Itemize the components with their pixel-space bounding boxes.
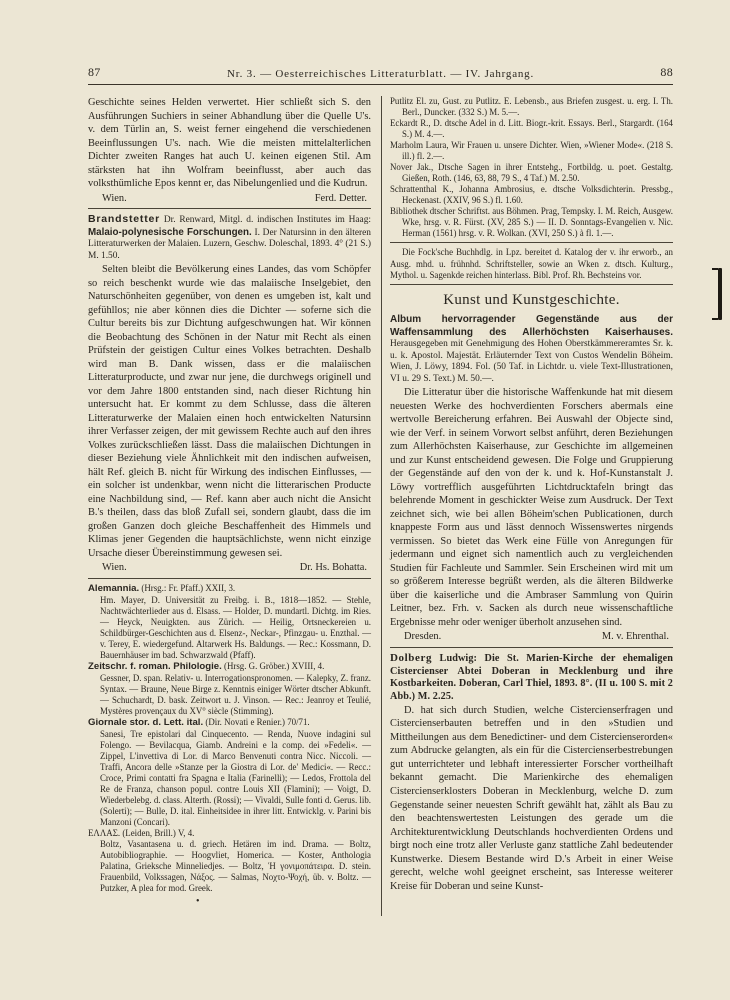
journal-issue: (Hrsg. G. Gröber.) XVIII, 4.	[224, 660, 325, 671]
divider-rule	[390, 284, 673, 285]
dolberg-author: Dolberg	[390, 651, 433, 664]
divider-rule	[390, 647, 673, 648]
intro-signature	[88, 192, 371, 206]
book-listing: Schrattenthal K., Johanna Ambrosius, e. dtsche Volksdichterin. Pressbg., Heckenast. (XXIV, 96 S.) fl. 1.60.	[390, 184, 673, 206]
signature-name: Ferd. Detter.	[314, 192, 367, 204]
journal-issue: (Leiden, Brill.) V, 4.	[122, 828, 195, 839]
album-title: Album hervorragender Gegenstände aus der Waffensammlung des Allerhöchsten Kaiserhauses.	[390, 314, 673, 338]
divider-rule	[88, 578, 371, 579]
review-heading	[88, 213, 371, 262]
left-column	[88, 96, 371, 894]
album-publication-info: Herausgegeben mit Genehmigung des Hohen Oberstkämmereramtes Sr. k. u. k. Apostol. Majestät. Erläuternder Text von Custos Wendelin Böheim. Wien, J. Löwy, 1894. Fol. (50 Taf. in Lichtdr. u. viele Text-Illustrationen, VI u. 29 S. Text.) M. 50.—.	[390, 339, 673, 384]
album-review-heading	[390, 314, 673, 385]
journal-contents: Sanesi, Tre epistolari dal Cinquecento. — Renda, Nuove indagini sul Folengo. — Bevilacqua, Giamb. Andreini e la comp. dei »Fedeli«. — Zippel, L'invettiva di Lor. di Marco Benvenuti contra Nicc. Niccoli. — Traffi, Ancora delle »Stanze per la Giostra di Lor. de' Medici«. — Recc.: Croce, Primi contatti fra Spagna e Italia (Farinelli); — Ledos, Frottola del Re de Franza, chanson popul. contre Louis XII (Flamini); — Voigt, D. Wiederbelebg. d. class. Alterth. (Rossi); — Vivaldi, Sulle fonti d. Gerus. lib. (Solerti); — Bulle, D. ital. Einheitsidee in ihrer litt. Entwicklg. v. Parini bis Manzoni (Concari).	[100, 728, 371, 828]
signature-name: Dr. Hs. Bohatta.	[299, 562, 367, 574]
page-header	[88, 58, 673, 85]
right-column	[390, 96, 673, 893]
review-signature	[88, 561, 371, 575]
review-author-details: Dr. Renward, Mitgl. d. indischen Institutes im Haag:	[163, 215, 372, 226]
book-listing: Bibliothek dtscher Schriftst. aus Böhmen. Prag, Tempsky. I. M. Reich, Ausgew. Wke, hrsg. v. R. Fürst. (XV, 285 S.) — II. D. Sonntags-Evangelien v. Nic. Herman (1561) hrsg. v. R. Wolkan. (XVI, 250 S.) à fl. 1.—.	[390, 206, 673, 239]
column-divider	[381, 96, 382, 916]
bookseller-notice: Die Fock'sche Buchhdlg. in Lpz. bereitet d. Katalog der v. ihr erworb., an Ausg. mhd. u. frühnhd. Schriftsteller, sowie an Wken z. dtsch. Kulturg., Mythol. u. Sagenkde reichen hinterlass. Bibl. Prof. Rh. Bechsteins vor.	[390, 247, 673, 280]
dolberg-review-heading	[390, 652, 673, 704]
review-author: Brandstetter	[88, 213, 161, 226]
journal-issue: (Hrsg.: Fr. Pfaff.) XXII, 3.	[141, 582, 236, 593]
journal-entry	[88, 661, 371, 717]
journal-title: Nr. 3. — Oesterreichisches Litteraturblatt. — IV. Jahrgang.	[226, 68, 535, 80]
journal-contents: Gessner, D. span. Relativ- u. Interrogationspronomen. — Kalepky, Z. franz. Syntax. — Braune, Neue Birge z. Kenntnis einiger Wörter dtscher Abkunft. — Schuchardt, D. bask. Zeitwort u. J. Vinson. — Rec.: Jeanroy et Teulié, Mystères provençaux du XV° siècle (Stimming).	[100, 672, 371, 716]
printer-dot: •	[196, 896, 200, 907]
journal-name: ΕΛΛΑΣ.	[88, 828, 121, 839]
section-heading: Kunst und Kunstgeschichte.	[443, 291, 620, 308]
review-publication-info: I. Der Natursinn in den älteren Litteraturwerken der Malaien. Luzern, Geschw. Doleschal, 1893. 4° (21 S.) M. 1.50.	[88, 227, 371, 261]
journal-digest	[88, 583, 371, 894]
journal-entry	[88, 717, 371, 828]
page-number-left: 87	[88, 65, 101, 79]
book-listing: Marholm Laura, Wir Frauen u. unsere Dichter. Wien, »Wiener Mode«. (218 S. ill.) fl. 2.—.	[390, 140, 673, 162]
journal-contents: Boltz, Vasantasena u. d. griech. Hetären im ind. Drama. — Boltz, Autobibliographie. — Hoogvliet, Homerica. — Koster, Anthologia Palatina, Grieksche Minneliedjes. — Boltz, Ἡ γονιμοπάτειρα. D. stein. Frauenbild, Volkssagen, Νάξος. — Salmas, Νοχτο-Ψοχή, üb. v. Boltz. — Putzker, A plea for mod. Greek.	[100, 839, 371, 894]
book-listing: Putlitz El. zu, Gust. zu Putlitz. E. Lebensb., aus Briefen zusgest. u. erg. I. Th. Berl., Duncker. (332 S.) M. 5.—.	[390, 96, 673, 118]
journal-entry	[88, 828, 371, 894]
journal-contents: Hm. Mayer, D. Universität zu Freibg. i. B., 1818—1852. — Stehle, Nachtwächterlieder aus d. Elsass. — Holder, D. mundartl. Dichtg. im Ries. — Heyck, Neuigkten. aus Zürich. — Heilig, Ortsneckereien u. Schildbürger-Geschichten aus d. Elsenz-, Neckar-, Pfinzgau- u. Enzthal. — v. Terey, E. wiedergefund. Altarwerk Hs. Baldungs. — Rec.: Kossmann, D. Bauernhäuser im bad. Schwarzwald (Pfaff).	[100, 594, 371, 660]
review-book-title: Malaio-polynesische Forschungen.	[88, 226, 252, 238]
review-body: Selten bleibt die Bevölkerung eines Landes, das vom Schöpfer so reich beschenkt wurde wie das malaiische Inselgebiet, den Naturschönheiten gegenüber, von denen es umgeben ist, kalt und gefühllos; nie aber können dies die Dichter — soferne sich die Cultur bereits bis zur Dichtung aufgeschwungen hat. Wir können die Beobachtung des Schönen in der Natur mit Recht als einen Prüfstein der geistigen Cultur eines Volkes betrachten. Deshalb wird man B. Dank wissen, dass er die malaiischen Litteraturproducte, und zwar nur jene, die durchwegs originell und vor dem Jahre 1800 entstanden sind, nach dieser Richtung hin untersucht hat. Er kommt zu dem Schlusse, dass die älteren Litteraturwerke der Malaien einen hoch entwickelten Natursinn ihrer Verfasser zeigen, der mit gewissem Rechte auch auf den ihres Volkes zurückschließen lässt. Dass die malaiischen Dichtungen in dieser Beziehung viele Ähnlichkeit mit den indischen aufweisen, hält Ref. gleich B. nicht für Wirkung des indischen Einflusses, — ein solcher ist undenkbar, wenn nicht die litterarischen Producte eine Nachbildung sind, — Ref. kann aber auch nicht die Ansicht B.'s theilen, dass das bloß Zufall sei, sondern glaubt, dass die im großen Ganzen doch gleiche Beschaffenheit des Himmels und Klimas jener Gegenden die hauptsächlichste, wenn nicht einzige Ursache dieser Übereinstimmung gewesen sei.	[88, 264, 371, 559]
book-listing: Eckardt R., D. dtsche Adel in d. Litt. Biogr.-krit. Essays. Berl., Stargardt. (164 S.) M. 4.—.	[390, 118, 673, 140]
signature-place: Dresden.	[404, 631, 442, 643]
album-review-body: Die Litteratur über die historische Waffenkunde hat mit diesem neuesten Werke des hochverdienten Forschers abermals eine wertvolle Bereicherung erfahren. Bei Auswahl der Objecte sind, wie der Verf. in seinem Vorwort selbst anführt, deren Beziehungen zum Allerhöchsten Kaiserhause, zur Geschichte im allgemeinen und zur Kunst entscheidend gewesen. Die Folge und Gruppierung der Gegenstände auf den von der k. und k. Hof-Kunstanstalt J. Löwy vortrefflich ausgeführten Lichtdrucktafeln bringt das belehrende Moment in geschickter Weise zum Ausdruck. Der Text zeichnet sich, wie bei allen Böheim'schen Publicationen, durch knappeste Form aus und lässt dennoch Wissenswertes nirgends vermissen. So bietet das Werk eine Fülle von Anregungen für jedermann und eignet sich namentlich auch zu vergleichenden Studien für Fachleute und Sammler. Sein Erscheinen wird mit um so größerem Interesse begrüßt werden, als die älteren Bildwerke über die kaiserliche und die Ambraser Sammlung von Quirin Leitner, bez. Frh. v. Sacken als durch neue wissenschaftliche Ergebnisse mehr oder weniger überholt anzusehen sind.	[390, 387, 673, 628]
dolberg-title: Ludwig: Die St. Marien-Kirche der ehemaligen Cistercienser Abtei Doberan in Mecklenburg und ihre Kostbarkeiten. Doberan, Carl Thiel, 1893. 8°. (II u. 100 S. mit 2 Abb.) M. 2.25.	[390, 652, 673, 703]
journal-entry	[88, 583, 371, 661]
signature-name: M. v. Ehrenthal.	[601, 631, 669, 643]
book-listing: Nover Jak., Dtsche Sagen in ihrer Entstehg., Fortbildg. u. poet. Gestaltg. Gießen, Roth. (146, 63, 88, 79 S., 4 Taf.) M. 2.50.	[390, 162, 673, 184]
margin-bracket-mark	[718, 268, 722, 320]
divider-rule	[390, 242, 673, 243]
journal-name: Giornale stor. d. Lett. ital.	[88, 716, 204, 728]
page-number-right: 88	[660, 65, 673, 79]
dolberg-review-body: D. hat sich durch Studien, welche Cistercienserfragen und Cistercienserbauten betreffen und in den »Studien und Mittheilungen aus dem Benedictiner- und dem Cistercienserorden« zum Abdrucke gelangten, als ein für die Cistercienserbestrebungen gut unterrichteter und lebhaft interessierter Forscher vortheilhaft bekannt gemacht. Die Marienkirche des ehemaligen Cistercienserklosters Doberan in Mecklenburg, welche D. zum Gegenstande seiner neuesten Schrift gewählt hat, zählt als Bau zu den beachtenswertesten Leistungen des gerade um die Architekturentwicklung Deutschlands hochverdienten Ordens und birgt noch eine trotz aller Verluste ganz stattliche Zahl bedeutender Kunstwerke. Diesem Bestande wird D.'s Arbeit in einer Weise gerecht, welche wohl geeignet erscheint, sas Interesse weiterer Kreise für Doberan und seine Kunst-	[390, 704, 673, 892]
journal-issue: (Dir. Novati e Renier.) 70/71.	[205, 716, 310, 727]
divider-rule	[88, 208, 371, 209]
journal-name: Alemannia.	[88, 582, 140, 594]
new-books-list	[390, 96, 673, 239]
intro-paragraph: Geschichte seines Helden verwertet. Hier schließt sich S. den Ausführungen Suchiers in seiner Abhandlung über die Quelle U's. v. dem Türlin an, S. weist ferner eingehend die verschiedenen Beeinflussungen U's. nach. Wie die meisten mittelalterlichen Dichter zweiten Ranges hat auch U. keinen eigenen Stil. Am stärksten hat ihn Wolfram beeinflusst, aber auch das volksthümliche Epos kennt er, das Nibelungenlied und die Kudrun.	[88, 97, 371, 190]
signature-place: Wien.	[102, 192, 127, 204]
signature-place: Wien.	[102, 562, 127, 574]
album-signature	[390, 630, 673, 644]
journal-name: Zeitschr. f. roman. Philologie.	[88, 660, 222, 672]
